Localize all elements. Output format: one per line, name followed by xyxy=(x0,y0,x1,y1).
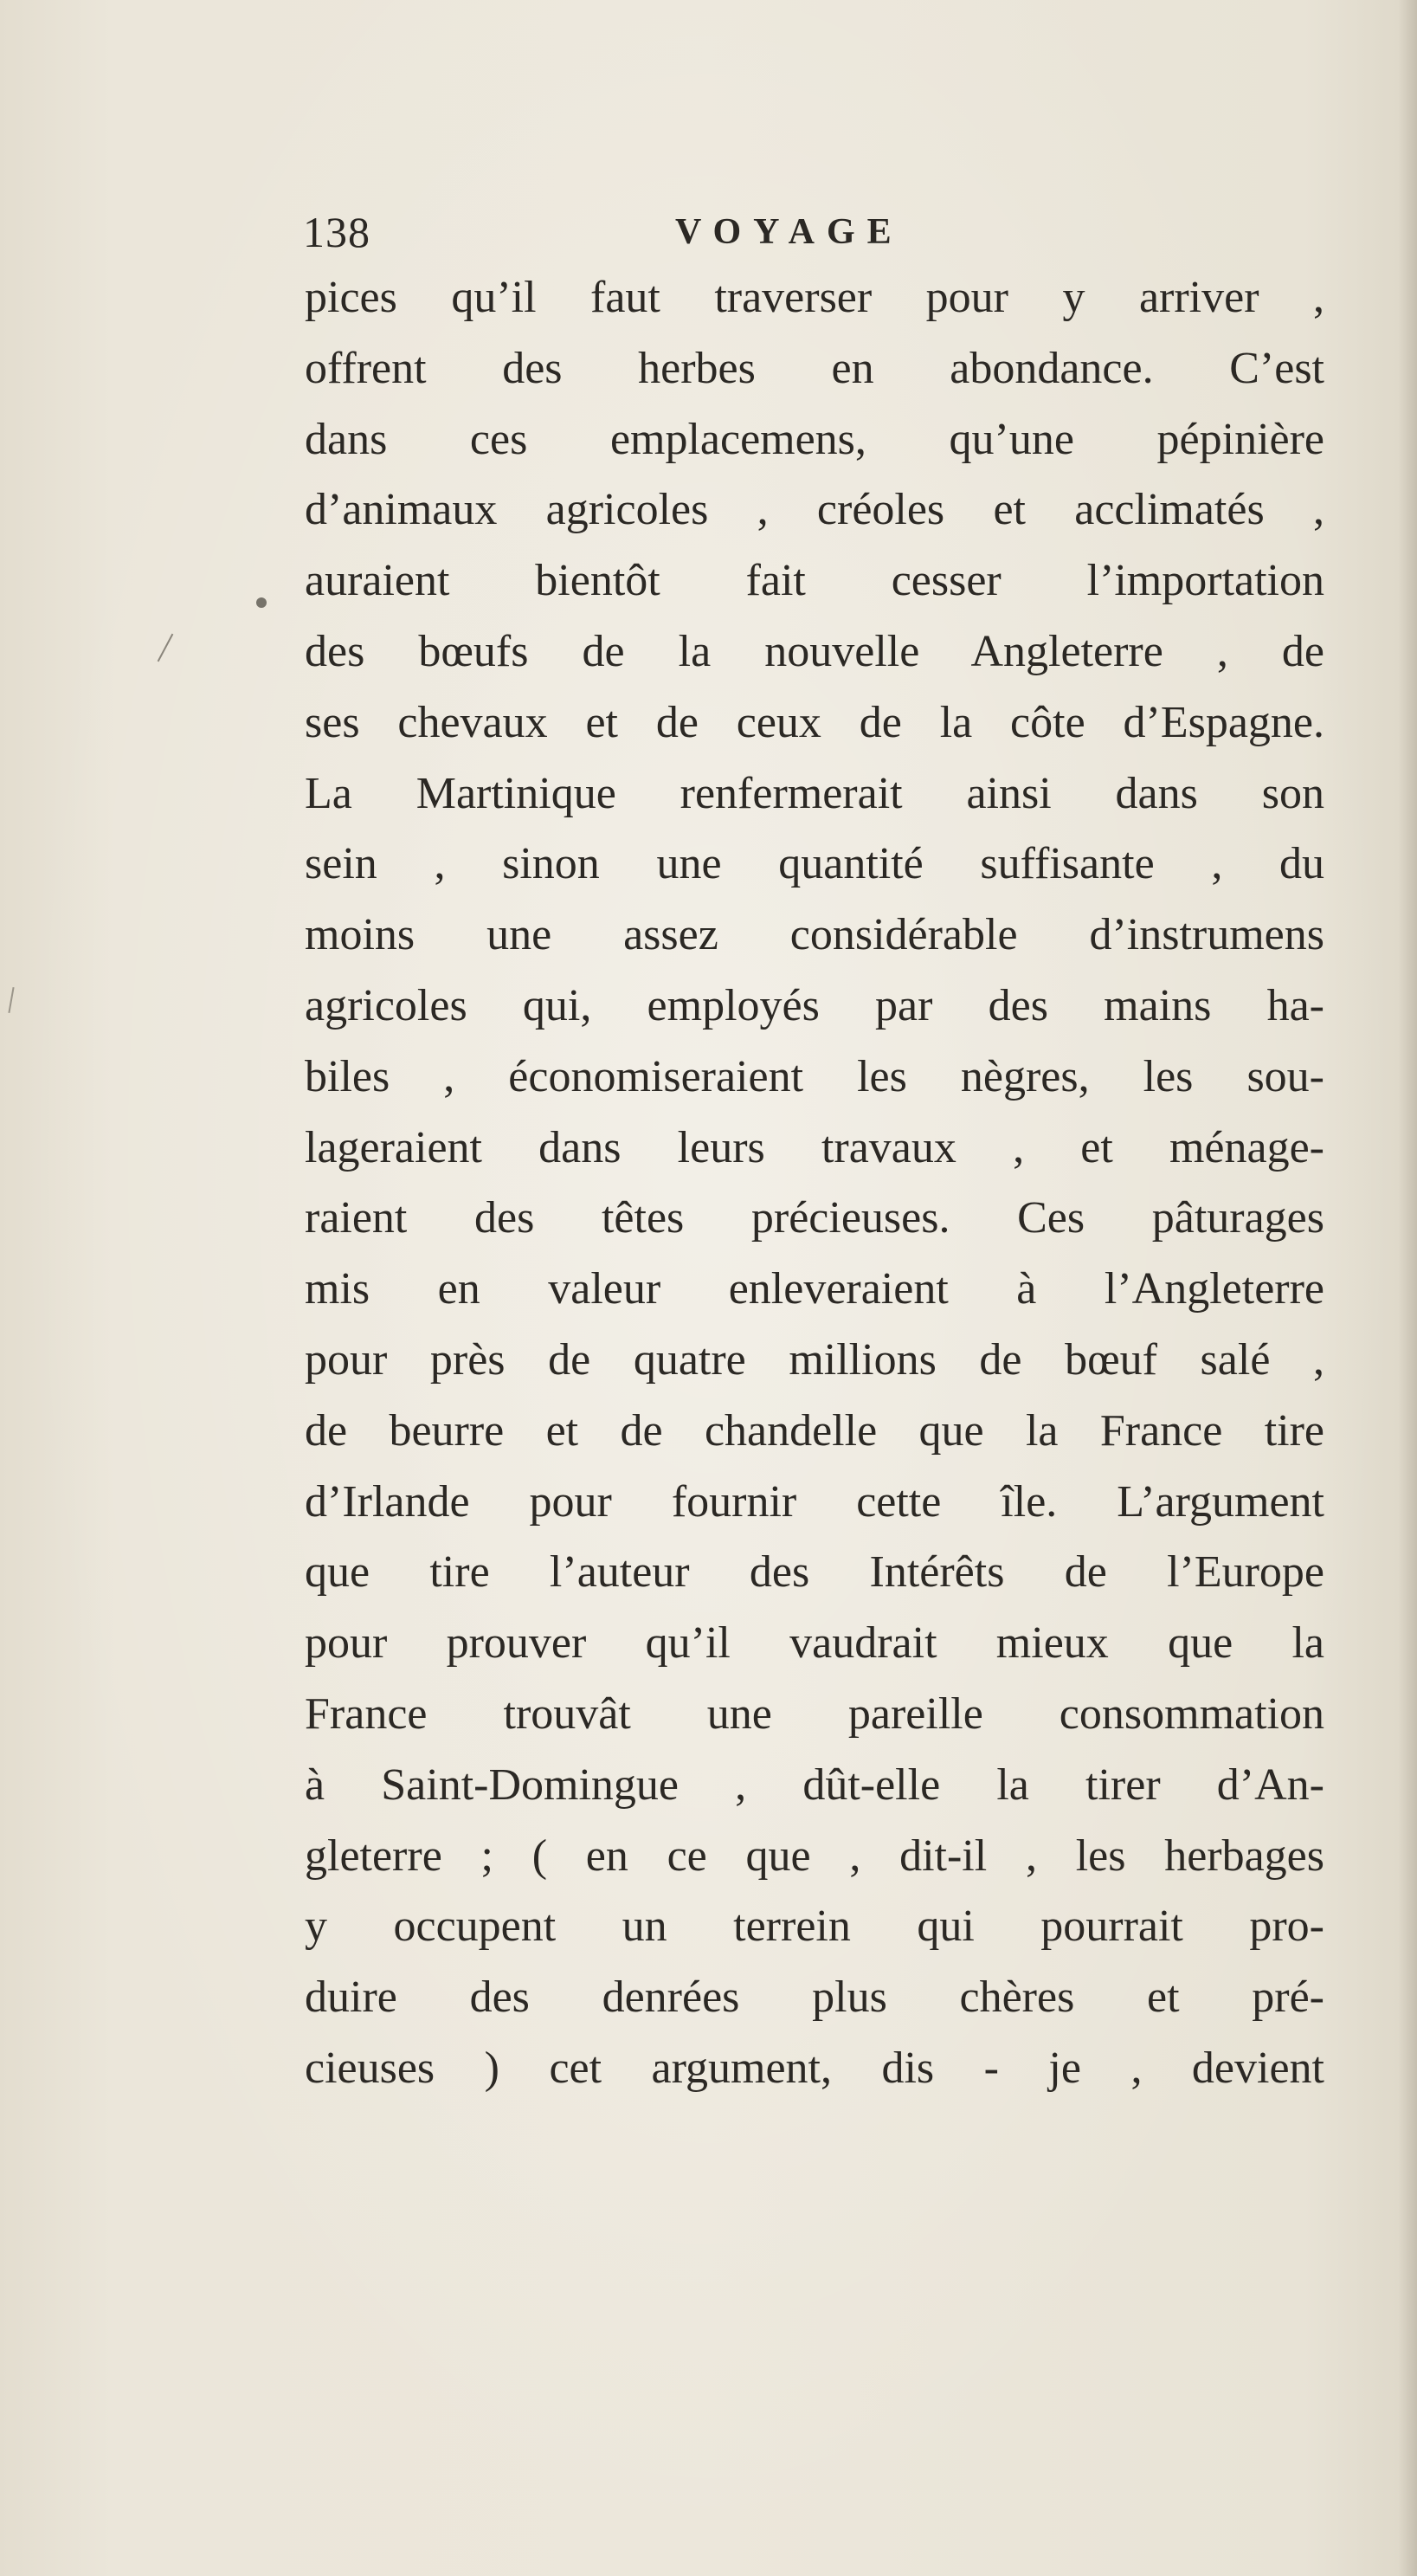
text-line: cieuses ) cet argument, dis - je , devient xyxy=(305,2043,1324,2093)
text-line: agricoles qui, employés par des mains ha- xyxy=(305,980,1324,1030)
text-line: d’Irlande pour fournir cette île. L’argument xyxy=(305,1476,1324,1527)
text-line: pour prouver qu’il vaudrait mieux que la xyxy=(305,1618,1324,1669)
running-head xyxy=(303,206,1324,258)
text-line: La Martinique renfermerait ainsi dans son xyxy=(305,768,1324,818)
text-line: lageraient dans leurs travaux , et ménage- xyxy=(305,1122,1324,1172)
pencil-mark-margin xyxy=(8,987,14,1013)
text-line: duire des denrées plus chères et pré- xyxy=(305,1972,1324,2023)
text-line: dans ces emplacemens, qu’une pépinière xyxy=(305,414,1324,464)
pencil-mark xyxy=(158,634,174,662)
text-line: pices qu’il faut traverser pour y arriver , xyxy=(305,273,1324,322)
text-line: à Saint-Domingue , dût-elle la tirer d’An- xyxy=(305,1759,1324,1810)
running-title: VOYAGE xyxy=(675,212,904,252)
text-line: France trouvât une pareille consommation xyxy=(305,1688,1324,1739)
text-line: ses chevaux et de ceux de la côte d’Espagne. xyxy=(305,697,1324,747)
text-line: biles , économiseraient les nègres, les sou- xyxy=(305,1051,1324,1101)
text-line: moins une assez considérable d’instrumens xyxy=(305,910,1324,960)
text-line: que tire l’auteur des Intérêts de l’Europe xyxy=(305,1547,1324,1598)
page-number: 138 xyxy=(303,208,370,256)
text-line: d’animaux agricoles , créoles et acclimatés , xyxy=(305,485,1324,535)
text-line: mis en valeur enleveraient à l’Angleterre xyxy=(305,1264,1324,1314)
page-gutter-shadow xyxy=(1398,0,1417,2576)
text-line: auraient bientôt fait cesser l’importation xyxy=(305,556,1324,606)
text-line: sein , sinon une quantité suffisante , du xyxy=(305,839,1324,889)
body-text xyxy=(305,262,1324,2104)
text-line: des bœufs de la nouvelle Angleterre , de xyxy=(305,626,1324,676)
text-line: de beurre et de chandelle que la France tire xyxy=(305,1405,1324,1456)
text-line: y occupent un terrein qui pourrait pro- xyxy=(305,1901,1324,1952)
ink-dot-mark xyxy=(256,597,267,608)
text-line: offrent des herbes en abondance. C’est xyxy=(305,343,1324,393)
text-line: gleterre ; ( en ce que , dit-il , les herbages xyxy=(305,1830,1324,1881)
text-line: raient des têtes précieuses. Ces pâturages xyxy=(305,1193,1324,1243)
text-line: pour près de quatre millions de bœuf salé , xyxy=(305,1334,1324,1385)
